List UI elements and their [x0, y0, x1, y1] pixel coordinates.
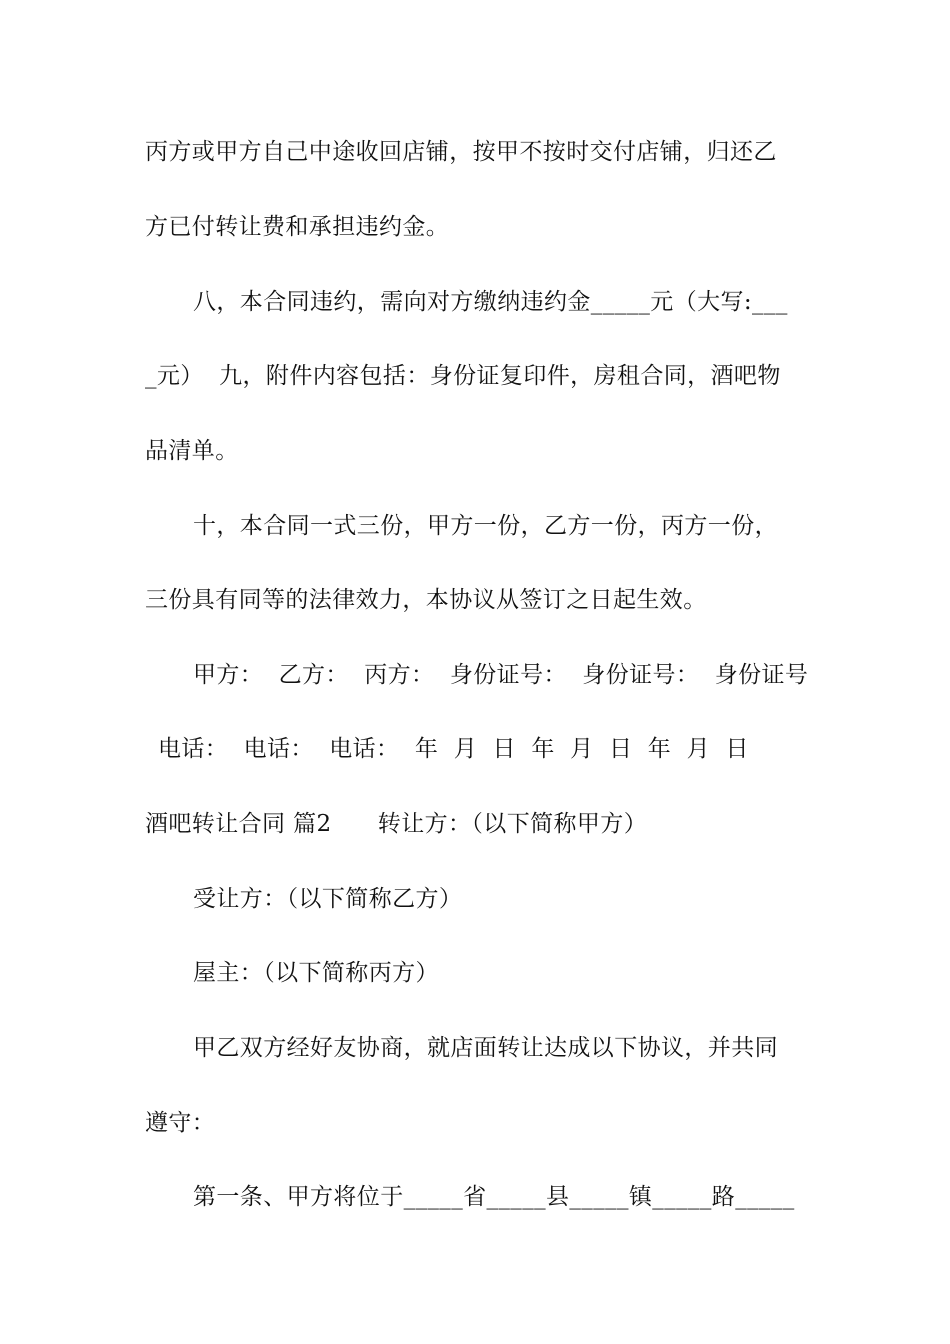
text-line: 三份具有同等的法律效力，本协议从签订之日起生效。	[145, 587, 707, 613]
text-line: 方已付转让费和承担违约金。	[145, 214, 450, 240]
text-line: 第一条、甲方将位于_____省_____县_____镇_____路_____	[193, 1184, 795, 1210]
text-line: 受让方：（以下简称乙方）	[193, 886, 463, 912]
phone-date-line: 电话： 电话： 电话： 年 月 日 年 月 日 年 月 日	[158, 736, 749, 762]
text-line: 甲乙双方经好友协商，就店面转让达成以下协议，并共同	[193, 1035, 778, 1061]
text-line: 遵守：	[145, 1110, 216, 1136]
text-line: _元） 九，附件内容包括：身份证复印件，房租合同，酒吧物	[145, 363, 781, 389]
text-line: 十，本合同一式三份，甲方一份，乙方一份，丙方一份，	[193, 513, 778, 539]
text-line: 八，本合同违约，需向对方缴纳违约金_____元（大写:___	[193, 289, 788, 315]
text-line: 屋主：（以下简称丙方）	[193, 960, 439, 986]
text-line: 品清单。	[145, 438, 239, 464]
signature-labels-line: 甲方： 乙方： 丙方： 身份证号： 身份证号： 身份证号	[193, 662, 809, 688]
text-line: 丙方或甲方自己中途收回店铺，按甲不按时交付店铺，归还乙	[145, 139, 777, 165]
section-heading-line: 酒吧转让合同 篇2 转让方：（以下简称甲方）	[145, 811, 648, 837]
